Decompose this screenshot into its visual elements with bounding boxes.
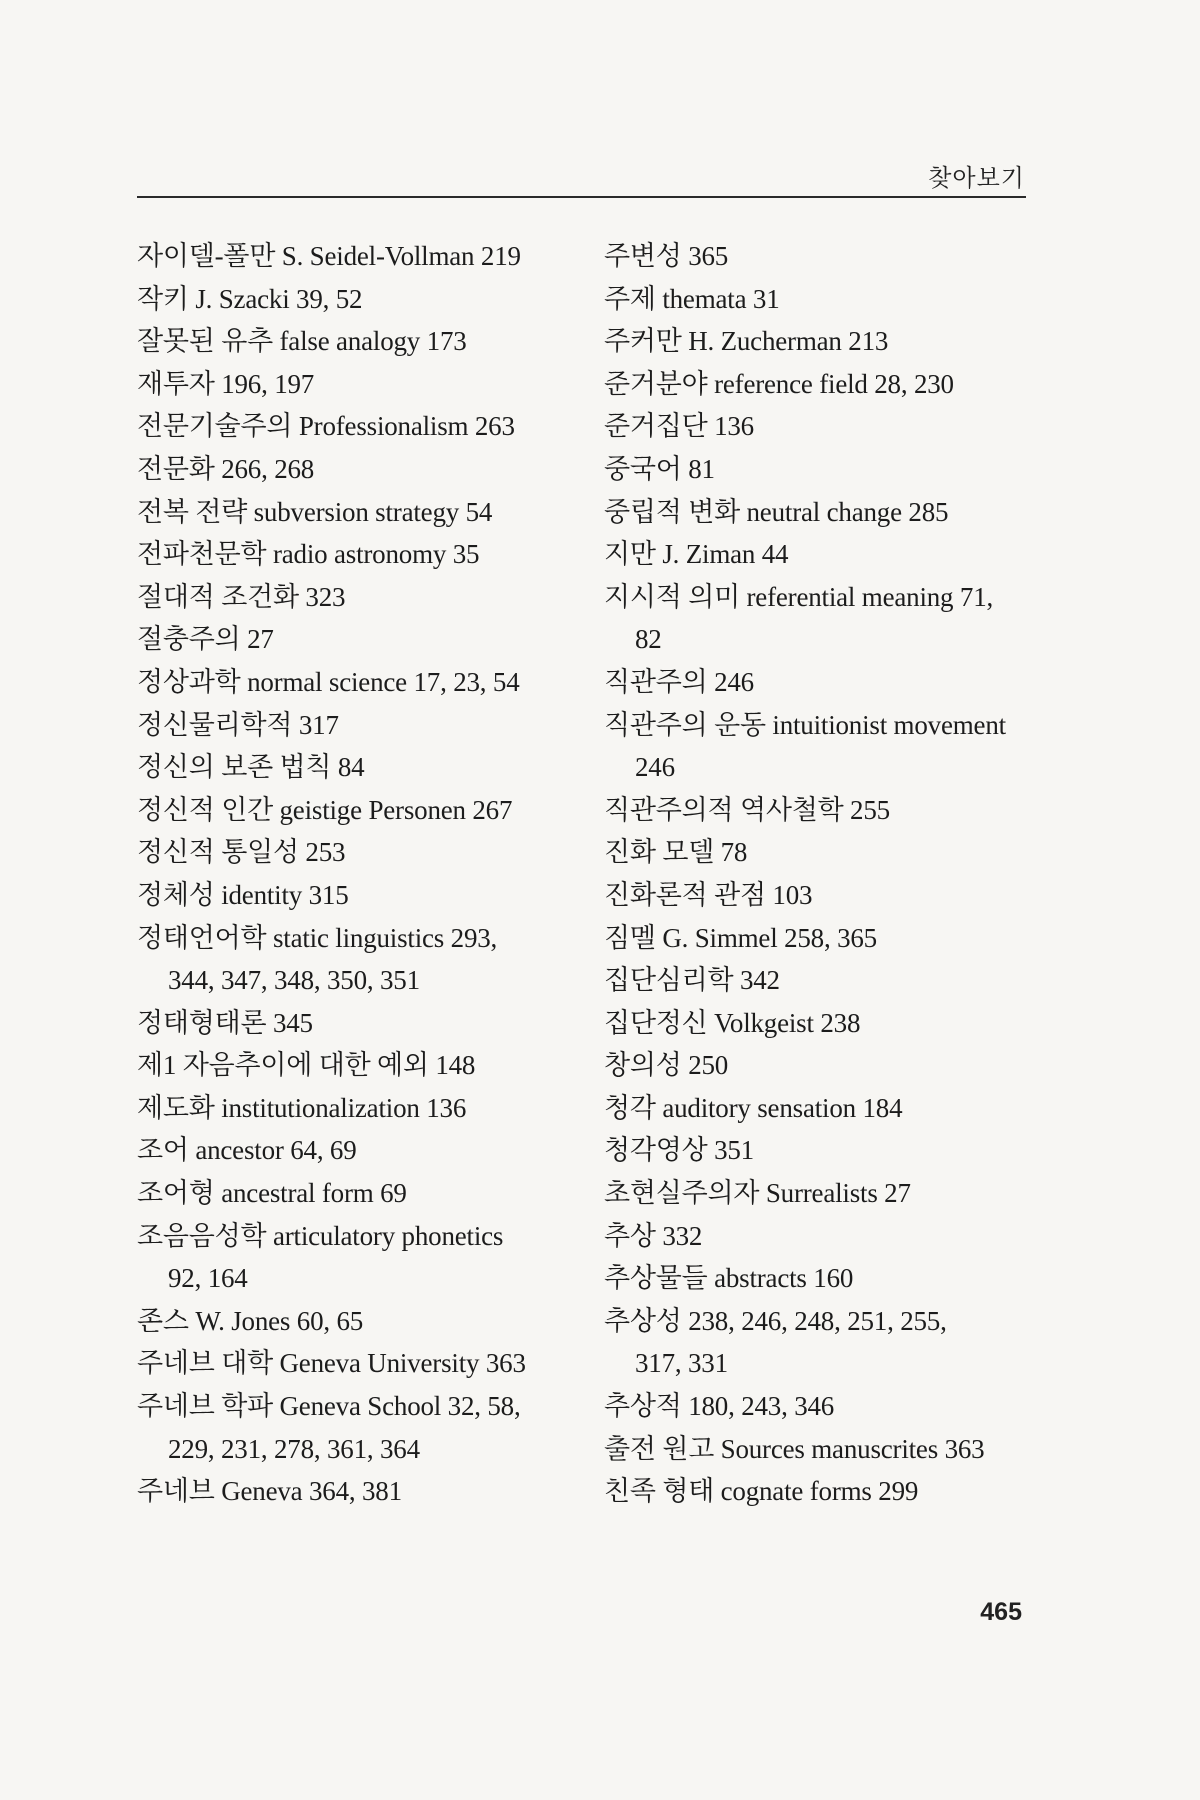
index-column-right xyxy=(604,235,1034,1513)
index-entry: 주변성 365 xyxy=(604,241,729,271)
index-entry: 주네브 대학 Geneva University 363 xyxy=(137,1348,526,1379)
index-entry: 청각 auditory sensation 184 xyxy=(604,1092,903,1123)
index-entry: 지만 J. Ziman 44 xyxy=(604,539,789,570)
index-entry: 준거분야 reference field 28, 230 xyxy=(604,368,954,399)
index-entry: 주제 themata 31 xyxy=(604,283,780,314)
index-entry: 정상과학 normal science 17, 23, 54 xyxy=(137,666,520,697)
index-entry: 잘못된 유추 false analogy 173 xyxy=(137,326,467,357)
index-entry: 주네브 Geneva 364, 381 xyxy=(137,1476,402,1507)
index-entry-continuation: 317, 331 xyxy=(635,1348,728,1379)
index-entry-continuation: 344, 347, 348, 350, 351 xyxy=(168,965,420,996)
index-entry: 집단심리학 342 xyxy=(604,965,780,996)
index-entry: 재투자 196, 197 xyxy=(137,368,315,399)
index-entry: 정신적 통일성 253 xyxy=(137,837,346,868)
index-entry-continuation: 92, 164 xyxy=(168,1263,248,1294)
index-entry-continuation: 246 xyxy=(635,752,675,783)
index-entry: 중국어 81 xyxy=(604,453,715,484)
index-entry: 준거집단 136 xyxy=(604,411,754,442)
index-entry: 절대적 조건화 323 xyxy=(137,581,346,612)
index-entry: 추상적 180, 243, 346 xyxy=(604,1391,835,1422)
index-entry: 정신의 보존 법칙 84 xyxy=(137,752,365,783)
index-entry: 추상성 238, 246, 248, 251, 255, xyxy=(604,1305,947,1336)
index-entry: 진화 모델 78 xyxy=(604,837,748,868)
index-entry: 제도화 institutionalization 136 xyxy=(137,1092,467,1123)
index-entry: 집단정신 Volkgeist 238 xyxy=(604,1007,861,1038)
index-entry: 주커만 H. Zucherman 213 xyxy=(604,326,889,357)
index-entry: 지시적 의미 referential meaning 71, xyxy=(604,581,994,612)
index-entry: 전문화 266, 268 xyxy=(137,453,315,484)
index-entry: 절충주의 27 xyxy=(137,624,274,655)
index-entry: 진화론적 관점 103 xyxy=(604,879,813,910)
index-entry: 초현실주의자 Surrealists 27 xyxy=(604,1178,911,1209)
header-rule xyxy=(137,196,1026,198)
index-entry: 정신물리학적 317 xyxy=(137,709,339,740)
index-entry: 주네브 학파 Geneva School 32, 58, xyxy=(137,1391,521,1422)
index-entry: 전문기술주의 Professionalism 263 xyxy=(137,411,515,442)
index-entry-continuation: 229, 231, 278, 361, 364 xyxy=(168,1433,420,1464)
index-entry: 제1 자음추이에 대한 예외 148 xyxy=(137,1050,476,1081)
index-entry: 조어 ancestor 64, 69 xyxy=(137,1135,357,1166)
index-entry: 짐멜 G. Simmel 258, 365 xyxy=(604,922,877,953)
index-entry: 정태형태론 345 xyxy=(137,1007,313,1038)
index-entry: 작키 J. Szacki 39, 52 xyxy=(137,283,363,314)
index-entry: 정신적 인간 geistige Personen 267 xyxy=(137,794,513,825)
index-entry: 조어형 ancestral form 69 xyxy=(137,1178,407,1209)
index-entry: 추상 332 xyxy=(604,1220,703,1251)
index-entry: 전파천문학 radio astronomy 35 xyxy=(137,539,480,570)
index-column-left xyxy=(137,235,567,1513)
index-entry: 친족 형태 cognate forms 299 xyxy=(604,1476,919,1507)
index-entry-continuation: 82 xyxy=(635,624,662,655)
index-entry: 창의성 250 xyxy=(604,1050,729,1081)
index-entry: 청각영상 351 xyxy=(604,1135,754,1166)
index-entry: 존스 W. Jones 60, 65 xyxy=(137,1305,364,1336)
index-entry: 출전 원고 Sources manuscrites 363 xyxy=(604,1433,985,1464)
index-entry: 자이델-폴만 S. Seidel-Vollman 219 xyxy=(137,241,521,271)
index-entry: 전복 전략 subversion strategy 54 xyxy=(137,496,493,527)
index-entry: 직관주의 운동 intuitionist movement xyxy=(604,709,1006,740)
index-entry: 정체성 identity 315 xyxy=(137,879,349,910)
index-entry: 조음음성학 articulatory phonetics xyxy=(137,1220,504,1251)
index-entry: 추상물들 abstracts 160 xyxy=(604,1263,854,1294)
index-entry: 정태언어학 static linguistics 293, xyxy=(137,922,498,953)
index-entry: 직관주의적 역사철학 255 xyxy=(604,794,890,825)
index-entry: 직관주의 246 xyxy=(604,666,754,697)
page-number: 465 xyxy=(980,1598,1022,1626)
index-entry: 중립적 변화 neutral change 285 xyxy=(604,496,949,527)
running-header: 찾아보기 xyxy=(928,164,1025,192)
